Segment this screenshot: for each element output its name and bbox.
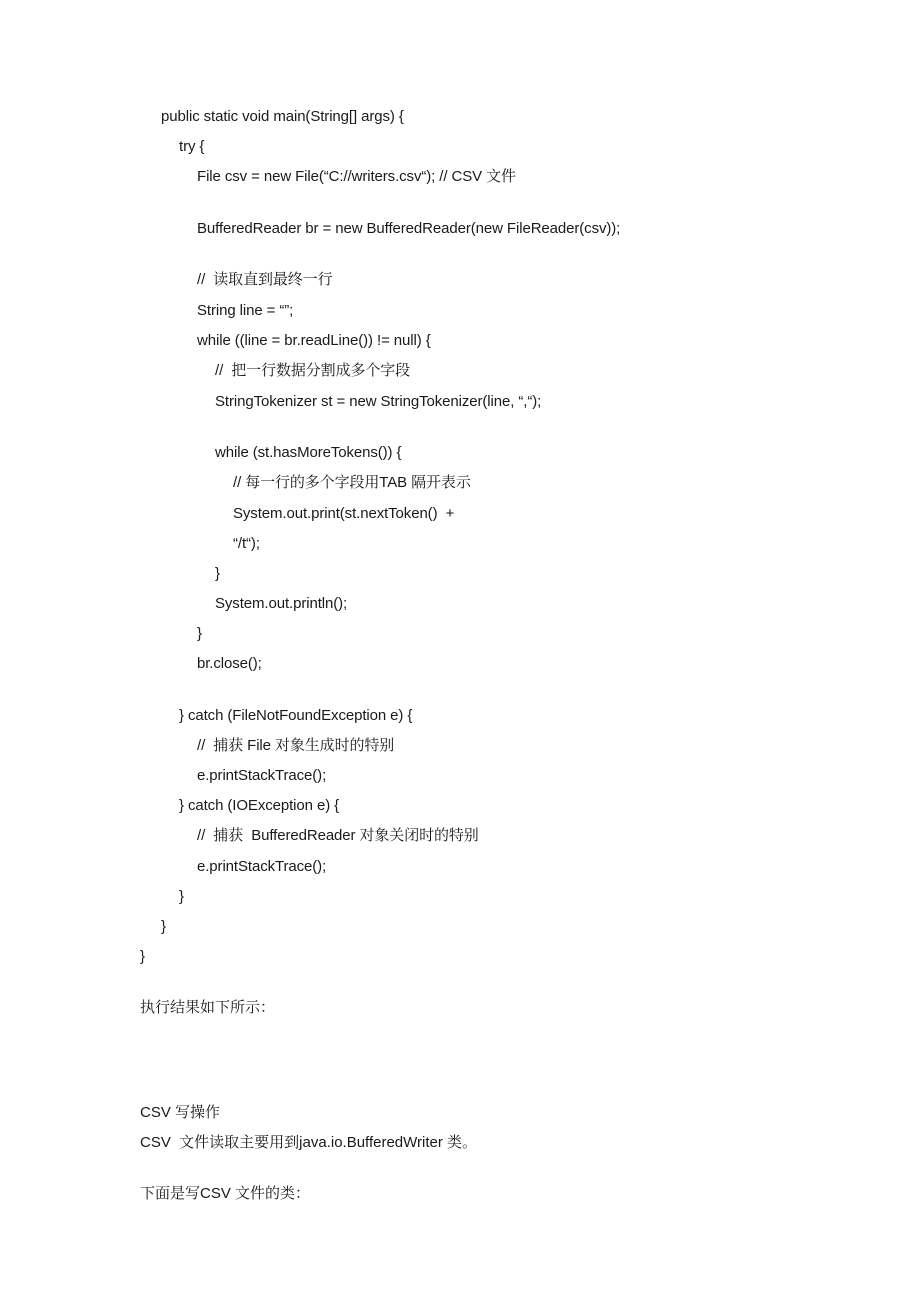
code-line: while (st.hasMoreTokens()) { — [215, 444, 402, 461]
code-comment: // 把一行数据分割成多个字段 — [215, 362, 411, 379]
code-comment: // 每一行的多个字段用TAB 隔开表示 — [233, 474, 471, 491]
code-line: public static void main(String[] args) { — [161, 108, 404, 125]
section-description: CSV 文件读取主要用到java.io.BufferedWriter 类。 — [140, 1134, 478, 1151]
code-line: } — [215, 565, 220, 582]
code-line: e.printStackTrace(); — [197, 767, 327, 784]
code-line: } — [179, 888, 184, 905]
code-comment: // 捕获 BufferedReader 对象关闭时的特别 — [197, 827, 479, 844]
code-line: System.out.println(); — [215, 595, 348, 612]
code-line: } — [140, 948, 145, 965]
write-intro: 下面是写CSV 文件的类： — [140, 1185, 311, 1202]
code-line: String line = “”; — [197, 302, 294, 319]
code-line: BufferedReader br = new BufferedReader(new FileReader(csv)); — [197, 220, 621, 237]
section-title: CSV 写操作 — [140, 1104, 221, 1121]
result-intro: 执行结果如下所示： — [140, 999, 276, 1016]
code-line: File csv = new File(“C://writers.csv“); // CSV 文件 — [197, 168, 516, 185]
code-line: e.printStackTrace(); — [197, 858, 327, 875]
code-line: while ((line = br.readLine()) != null) { — [197, 332, 431, 349]
code-comment: // 读取直到最终一行 — [197, 271, 333, 288]
code-line: br.close(); — [197, 655, 262, 672]
code-line: StringTokenizer st = new StringTokenizer(line, “,“); — [215, 393, 542, 410]
code-line: } — [161, 918, 166, 935]
code-line: } catch (FileNotFoundException e) { — [179, 707, 413, 724]
code-line: } catch (IOException e) { — [179, 797, 340, 814]
code-line: System.out.print(st.nextToken() + — [233, 505, 455, 522]
code-line: try { — [179, 138, 205, 155]
code-line: } — [197, 625, 202, 642]
code-comment: // 捕获 File 对象生成时的特别 — [197, 737, 395, 754]
code-line: “/t“); — [233, 535, 260, 552]
